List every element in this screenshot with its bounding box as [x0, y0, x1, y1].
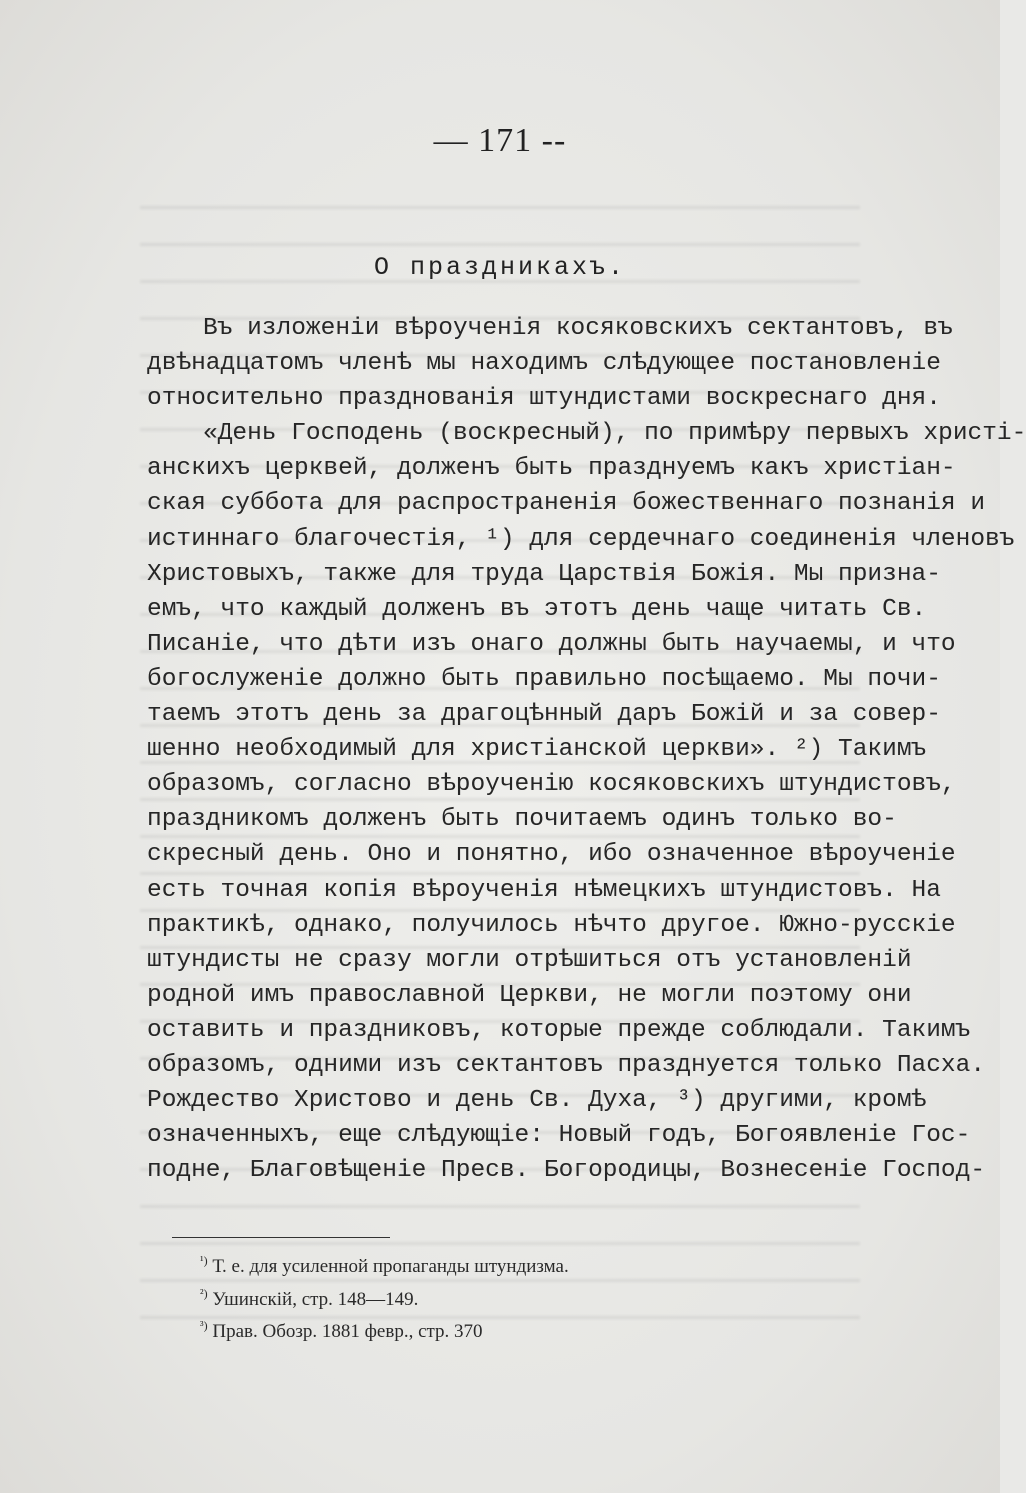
- body-line: двѣнадцатомъ членѣ мы находимъ слѣдующее постановленіе: [147, 350, 941, 378]
- body-line: подне, Благовѣщеніе Пресв. Богородицы, Вознесеніе Господ-: [147, 1157, 986, 1185]
- body-line: Рождество Христово и день Св. Духа, ³) другими, кромѣ: [147, 1087, 927, 1115]
- body-line: Въ изложеніи вѣроученія косяковскихъ сектантовъ, въ: [203, 315, 953, 342]
- body-line: оставить и праздниковъ, которые прежде соблюдали. Такимъ: [147, 1016, 971, 1044]
- page-number: — 171 --: [433, 122, 567, 159]
- body-line: есть точная копія вѣроученія нѣмецкихъ штундистовъ. На: [147, 876, 941, 904]
- body-line: анскихъ церквей, долженъ быть празднуемъ какъ христіан-: [147, 455, 956, 483]
- body-line: родной имъ православной Церкви, не могли поэтому они: [147, 981, 912, 1009]
- body-text: [147, 311, 1026, 1188]
- body-line: богослуженіе должно быть правильно посѣщаемо. Мы почи-: [147, 665, 941, 693]
- body-line: «День Господень (воскресный), по примѣру первыхъ христі-: [203, 420, 1026, 448]
- footnote-text: Прав. Обозр. 1881 февр., стр. 370: [212, 1321, 483, 1342]
- body-line: образомъ, одними изъ сектантовъ празднуется только Пасха.: [147, 1051, 986, 1079]
- body-line: относительно празднованія штундистами воскреснаго дня.: [147, 385, 941, 413]
- footnote-text: Т. е. для усиленной пропаганды штундизма.: [212, 1256, 569, 1277]
- footnote-marker: ¹): [200, 1253, 208, 1268]
- body-line: Писаніе, что дѣти изъ онаго должны быть научаемы, и что: [147, 630, 956, 658]
- footnote-marker: ²): [200, 1286, 208, 1301]
- footnote: [200, 1316, 800, 1349]
- body-line: скресный день. Оно и понятно, ибо означенное вѣроученіе: [147, 841, 956, 869]
- body-line: праздникомъ долженъ быть почитаемъ одинъ только во-: [147, 806, 897, 834]
- body-line: истиннаго благочестія, ¹) для сердечнаго соединенія членовъ: [147, 525, 1015, 553]
- section-heading: О праздникахъ.: [373, 253, 627, 282]
- footnote: [200, 1251, 800, 1284]
- body-line: ская суббота для распространенія божественнаго познанія и: [147, 490, 986, 518]
- body-line: таемъ этотъ день за драгоцѣнный даръ Божій и за совер-: [147, 701, 941, 729]
- body-line: емъ, что каждый долженъ въ этотъ день чаще читать Св.: [147, 595, 927, 623]
- body-line: шенно необходимый для христіанской церкви». ²) Такимъ: [147, 736, 927, 764]
- footnote-divider: [172, 1237, 390, 1238]
- body-line: образомъ, согласно вѣроученію косяковскихъ штундистовъ,: [147, 771, 956, 799]
- footnote-marker: ³): [200, 1318, 208, 1333]
- footnotes: [200, 1251, 800, 1349]
- body-line: штундисты не сразу могли отрѣшиться отъ установленій: [147, 946, 912, 974]
- body-line: практикѣ, однако, получилось нѣчто другое. Южно-русскіе: [147, 911, 956, 939]
- footnote-text: Ушинскій, стр. 148—149.: [212, 1288, 419, 1310]
- body-line: Христовыхъ, также для труда Царствія Божія. Мы призна-: [147, 560, 941, 588]
- body-line: означенныхъ, еще слѣдующіе: Новый годъ, Богоявленіе Гос-: [147, 1122, 971, 1150]
- footnote: [200, 1284, 800, 1317]
